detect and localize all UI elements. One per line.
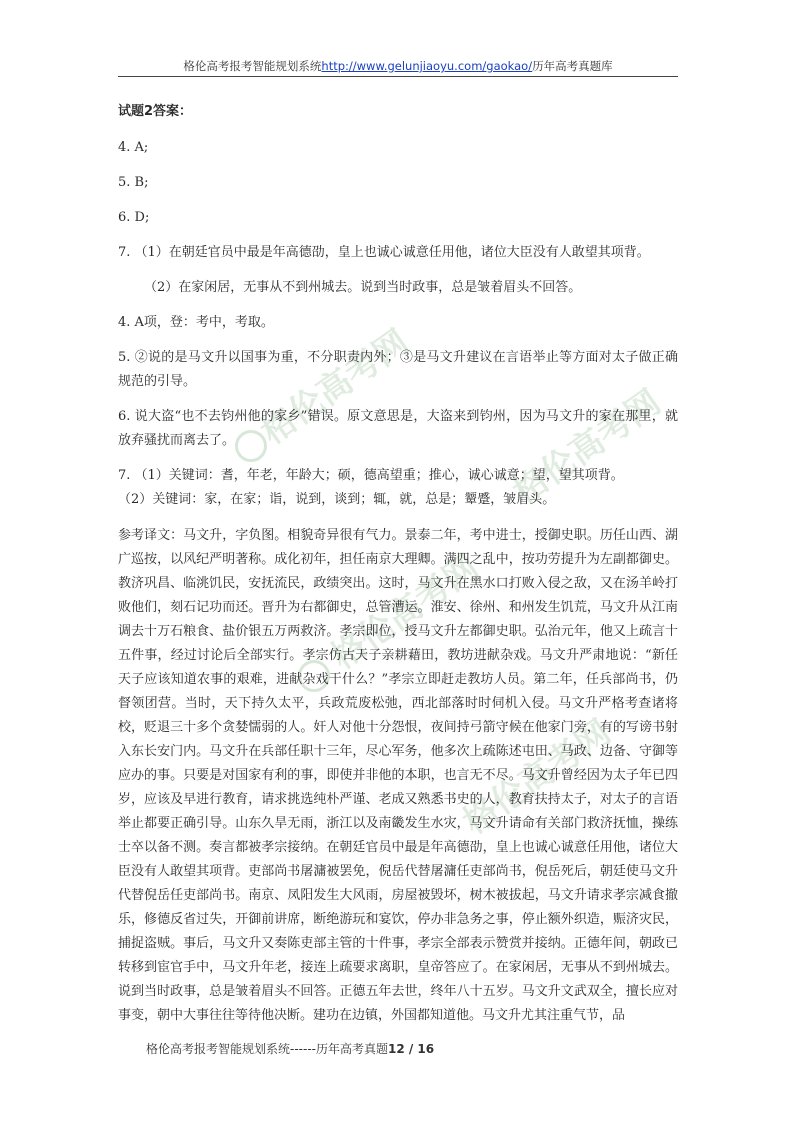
document-body bbox=[118, 100, 678, 1041]
answer-7-1: 7. （1）在朝廷官员中最是年高德劭，皇上也诚心诚意任用他，诸位大臣没有人敢望其项背。 bbox=[118, 245, 650, 260]
explanation-7-2: （2）关键词：家，在家；诣，说到，谈到；辄，就，总是；颦蹙，皱眉头。 bbox=[118, 492, 556, 507]
answer-4: 4. A; bbox=[118, 140, 149, 155]
answer-6: 6. D; bbox=[118, 210, 150, 225]
explanation-5: 5. ②说的是马文升以国事为重，不分职责内外；③是马文升建议在言语举止等方面对太子做正确规范的引导。 bbox=[118, 350, 678, 389]
answer-7-2: （2）在家闲居，无事从不到州城去。说到当时政事，总是皱着眉头不回答。 bbox=[144, 280, 582, 295]
answer-5: 5. B; bbox=[118, 175, 149, 190]
footer-text: 格伦高考报考智能规划系统------历年高考真题 bbox=[146, 1042, 388, 1056]
header-divider bbox=[118, 76, 678, 77]
explanation-4: 4. A项，登：考中，考取。 bbox=[118, 315, 274, 330]
watermark-text: 格伦高考网 bbox=[253, 322, 417, 453]
explanation-6: 6. 说大盗“也不去钧州他的家乡”错误。原文意思是，大盗来到钧州，因为马文升的家在那里，就放弃骚扰而离去了。 bbox=[118, 409, 678, 448]
header-prefix: 格伦高考报考智能规划系统 bbox=[183, 59, 322, 73]
header-link[interactable]: http://www.gelunjiaoyu.com/gaokao/ bbox=[321, 59, 533, 73]
explanation-7-1: 7. （1）关键词：耆，年老，年龄大；硕，德高望重；推心，诚心诚意；望，望其项背。 bbox=[118, 468, 624, 483]
page-footer bbox=[146, 1040, 434, 1057]
reference-translation: 参考译文：马文升，字负图。相貌奇异很有气力。景泰二年，考中进士，授御史职。历任山西、湖广巡按，以风纪严明著称。成化初年，担任南京大理卿。满四之乱中，按功劳提升为左副都御史。教济巩昌、临洮饥民，安抚流民，政绩突出。这时，马文升在黑水口打败入侵之敌，又在汤羊岭打败他们，刻石记功而还。晋升为右都御史，总管漕运。淮安、徐州、和州发生饥荒，马文升从江南调去十万石粮食、盐价银五万两救济。孝宗即位，授马文升左都御史职。弘治元年，他又上疏言十五件事，经过讨论后全部实行。孝宗仿古天子亲耕藉田，教坊进献杂戏。马文升严肃地说：“新任天子应该知道农事的艰难，进献杂戏干什么？”孝宗立即赶走教坊人员。第二年，任兵部尚书，仍督领团营。当时，天下持久太平，兵政荒废松弛，西北部落时时伺机入侵。马文升严格考查诸将校，贬退三十多个贪婪懦弱的人。奸人对他十分怨恨，夜间持弓箭守候在他家门旁，有的写谤书射入东长安门内。马文升在兵部任职十三年，尽心军务，他多次上疏陈述屯田、马政、边备、守御等应办的事。只要是对国家有利的事，即使并非他的本职，也言无不尽。马文升曾经因为太子年已四岁，应该及早进行教育，请求挑选纯朴严谨、老成又熟悉书史的人，教育扶持太子，对太子的言语举止都要正确引导。山东久旱无雨，浙江以及南畿发生水灾，马文升请命有关部门救济抚恤，操练士卒以备不测。奏言都被孝宗接纳。在朝廷官员中最是年高德劭，皇上也诚心诚意任用他，诸位大臣没有人敢望其项背。吏部尚书屠滽被罢免，倪岳代替屠滽任吏部尚书，倪岳死后，朝廷使马文升代替倪岳任吏部尚书。南京、凤阳发生大风雨，房屋被毁坏，树木被拔起，马文升请求孝宗减食撤乐，修德反省过失，开御前讲席，断绝游玩和宴饮，停办非急务之事，停止额外织造，赈济灾民，捕捉盗贼。事后，马文升又奏陈吏部主管的十件事，孝宗全部表示赞赏并接纳。正德年间，朝政已转移到宦官手中，马文升年老，接连上疏要求离职，皇帝答应了。在家闲居，无事从不到州城去。说到当时政事，总是皱着眉头不回答。正德五年去世，终年八十五岁。马文升文武双全，擅长应对事变，朝中大事往往等待他决断。建功在边镇，外国都知道他。马文升尤其注重气节，品 bbox=[118, 528, 678, 1023]
watermark-text: 格伦高考网 bbox=[505, 382, 669, 513]
page-number: 12 / 16 bbox=[387, 1042, 435, 1056]
page-header bbox=[118, 58, 678, 74]
watermark-text: 格伦高考网 bbox=[455, 712, 619, 843]
header-suffix: 历年高考真题库 bbox=[532, 59, 613, 73]
watermark-text: 格伦高考网 bbox=[323, 547, 487, 678]
section-title: 试题2答案： bbox=[118, 104, 193, 119]
